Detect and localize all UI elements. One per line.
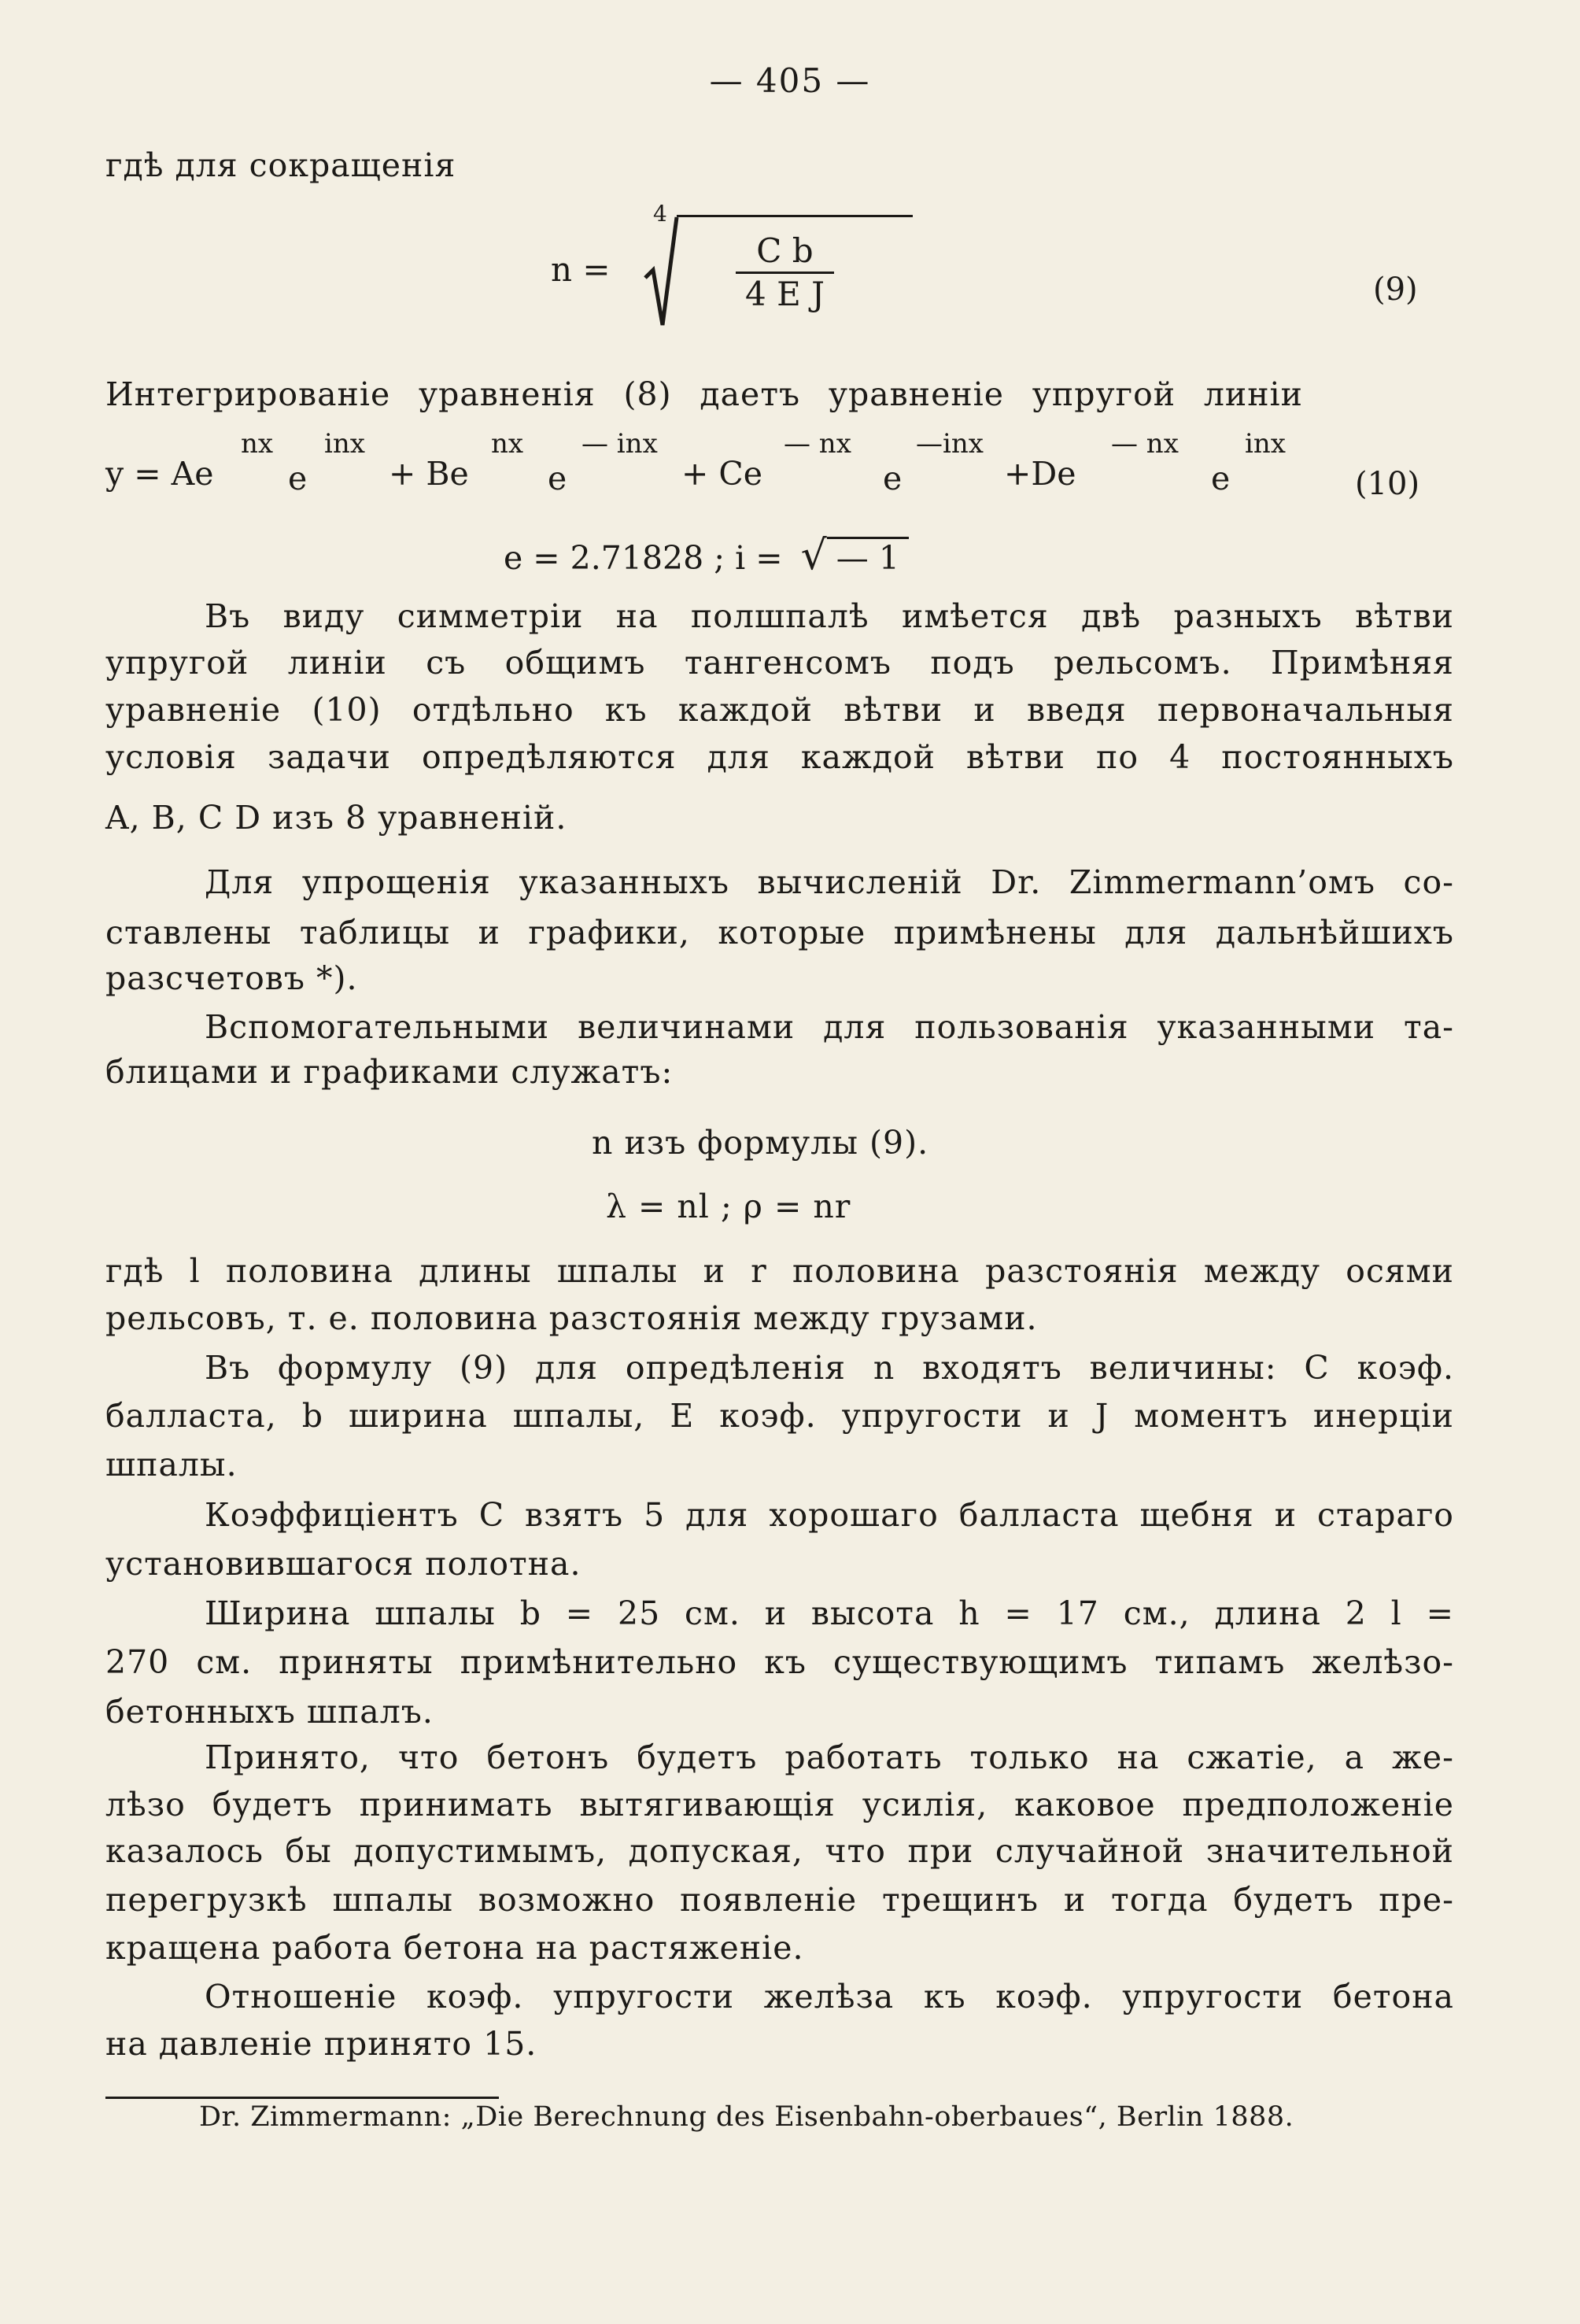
para3-line: блицами и графиками служатъ: xyxy=(105,1053,674,1091)
para5-line: балласта, b ширина шпалы, E коэф. упругости и J моментъ инерціи xyxy=(105,1397,1454,1435)
eq9-numerator: C b xyxy=(736,231,834,274)
eq10-exponent: —inx xyxy=(916,428,984,460)
eq9-vinculum xyxy=(677,215,913,217)
para1-line: упругой линіи съ общимъ тангенсомъ подъ рельсомъ. Примѣняя xyxy=(105,644,1454,682)
para3-line: Вспомогательными величинами для пользованія указанными та- xyxy=(205,1008,1454,1046)
para1-line: уравненіе (10) отдѣльно къ каждой вѣтви и введя первоначальныя xyxy=(105,691,1454,729)
para9-line: на давленіе принято 15. xyxy=(105,2025,537,2063)
eq10-term: e xyxy=(883,460,903,497)
e-value: e = 2.71828 ; i = xyxy=(504,539,783,577)
eq10-number: (10) xyxy=(1355,466,1420,502)
para6-line: Коэффиціентъ C взятъ 5 для хорошаго балласта щебня и стараго xyxy=(205,1496,1454,1534)
integration-line: Интегрированіе уравненія (8) даетъ уравненіе упругой линіи xyxy=(105,375,1303,413)
para2-line: разсчетовъ *). xyxy=(105,959,358,997)
eq10-exponent: — inx xyxy=(581,428,658,460)
eq10-exponent: inx xyxy=(324,428,365,460)
para8-line: кращена работа бетона на растяженіе. xyxy=(105,1929,804,1967)
para8-line: перегрузкѣ шпалы возможно появленіе трещинъ и тогда будетъ пре- xyxy=(105,1881,1454,1919)
page-number: — 405 — xyxy=(709,61,871,100)
para7-line: бетонныхъ шпалъ. xyxy=(105,1693,434,1731)
para5-line: шпалы. xyxy=(105,1446,238,1483)
para1-line: A, B, C D изъ 8 уравненій. xyxy=(105,799,567,837)
eq10-term: e xyxy=(1211,460,1231,497)
para6-line: установившагося полотна. xyxy=(105,1545,581,1583)
para8-line: казалось бы допустимымъ, допуская, что при случайной значительной xyxy=(105,1832,1454,1870)
n-formula-line: n изъ формулы (9). xyxy=(592,1124,929,1162)
eq10-term: e xyxy=(288,460,308,497)
para8-line: Принято, что бетонъ будетъ работать только на сжатіе, а же- xyxy=(205,1738,1454,1776)
para5-line: Въ формулу (9) для опредѣленія n входятъ величины: C коэф. xyxy=(205,1349,1454,1387)
para8-line: лѣзо будетъ принимать вытягивающія усилія, каковое предположеніе xyxy=(105,1786,1454,1823)
eq10-exponent: — nx xyxy=(1111,428,1179,460)
para2-line: Для упрощенія указанныхъ вычисленій Dr. Zimmermann’омъ со- xyxy=(205,863,1454,901)
para1-line: условія задачи опредѣляются для каждой вѣтви по 4 постоянныхъ xyxy=(105,738,1454,776)
equation-10 xyxy=(105,425,1420,502)
equation-9 xyxy=(551,201,921,334)
eq9-denominator: 4 E J xyxy=(745,275,825,313)
para7-line: Ширина шпалы b = 25 см. и высота h = 17 см., длина 2 l = xyxy=(205,1594,1454,1632)
intro-line: гдѣ для сокращенія xyxy=(105,146,456,184)
radical-sign-icon xyxy=(644,215,679,333)
e-i-definition xyxy=(504,532,909,579)
eq10-exponent: inx xyxy=(1245,428,1286,460)
eq9-lhs: n = xyxy=(551,250,611,289)
para4-line: гдѣ l половина длины шпалы и r половина разстоянія между осями xyxy=(105,1252,1454,1290)
eq9-root-index: 4 xyxy=(653,201,667,227)
eq10-exponent: nx xyxy=(241,428,274,460)
para2-line: ставлены таблицы и графики, которые примѣнены для дальнѣйшихъ xyxy=(105,914,1454,951)
para4-line: рельсовъ, т. е. половина разстоянія между грузами. xyxy=(105,1299,1038,1337)
eq10-term: + Be xyxy=(389,455,469,493)
footnote-divider xyxy=(105,2097,499,2099)
eq10-term: +De xyxy=(1004,455,1076,493)
eq9-number: (9) xyxy=(1373,272,1418,308)
para1-line: Въ виду симметріи на полшпалѣ имѣется двѣ разныхъ вѣтви xyxy=(205,597,1454,635)
para7-line: 270 см. приняты примѣнительно къ существующимъ типамъ желѣзо- xyxy=(105,1643,1454,1681)
eq10-exponent: — nx xyxy=(784,428,851,460)
footnote: Dr. Zimmermann: „Die Berechnung des Eisenbahn-oberbaues“, Berlin 1888. xyxy=(199,2101,1294,2133)
eq10-exponent: nx xyxy=(491,428,524,460)
eq10-term: + Ce xyxy=(681,455,763,493)
eq10-term: e xyxy=(548,460,567,497)
para9-line: Отношеніе коэф. упругости желѣза къ коэф. упругости бетона xyxy=(205,1978,1454,2015)
radicand: — 1 xyxy=(827,537,909,577)
square-root-icon: √ xyxy=(800,532,827,579)
eq9-fraction xyxy=(736,231,834,315)
eq10-term: y = Ae xyxy=(105,455,214,493)
lambda-rho-formula: λ = nl ; ρ = nr xyxy=(606,1188,851,1225)
